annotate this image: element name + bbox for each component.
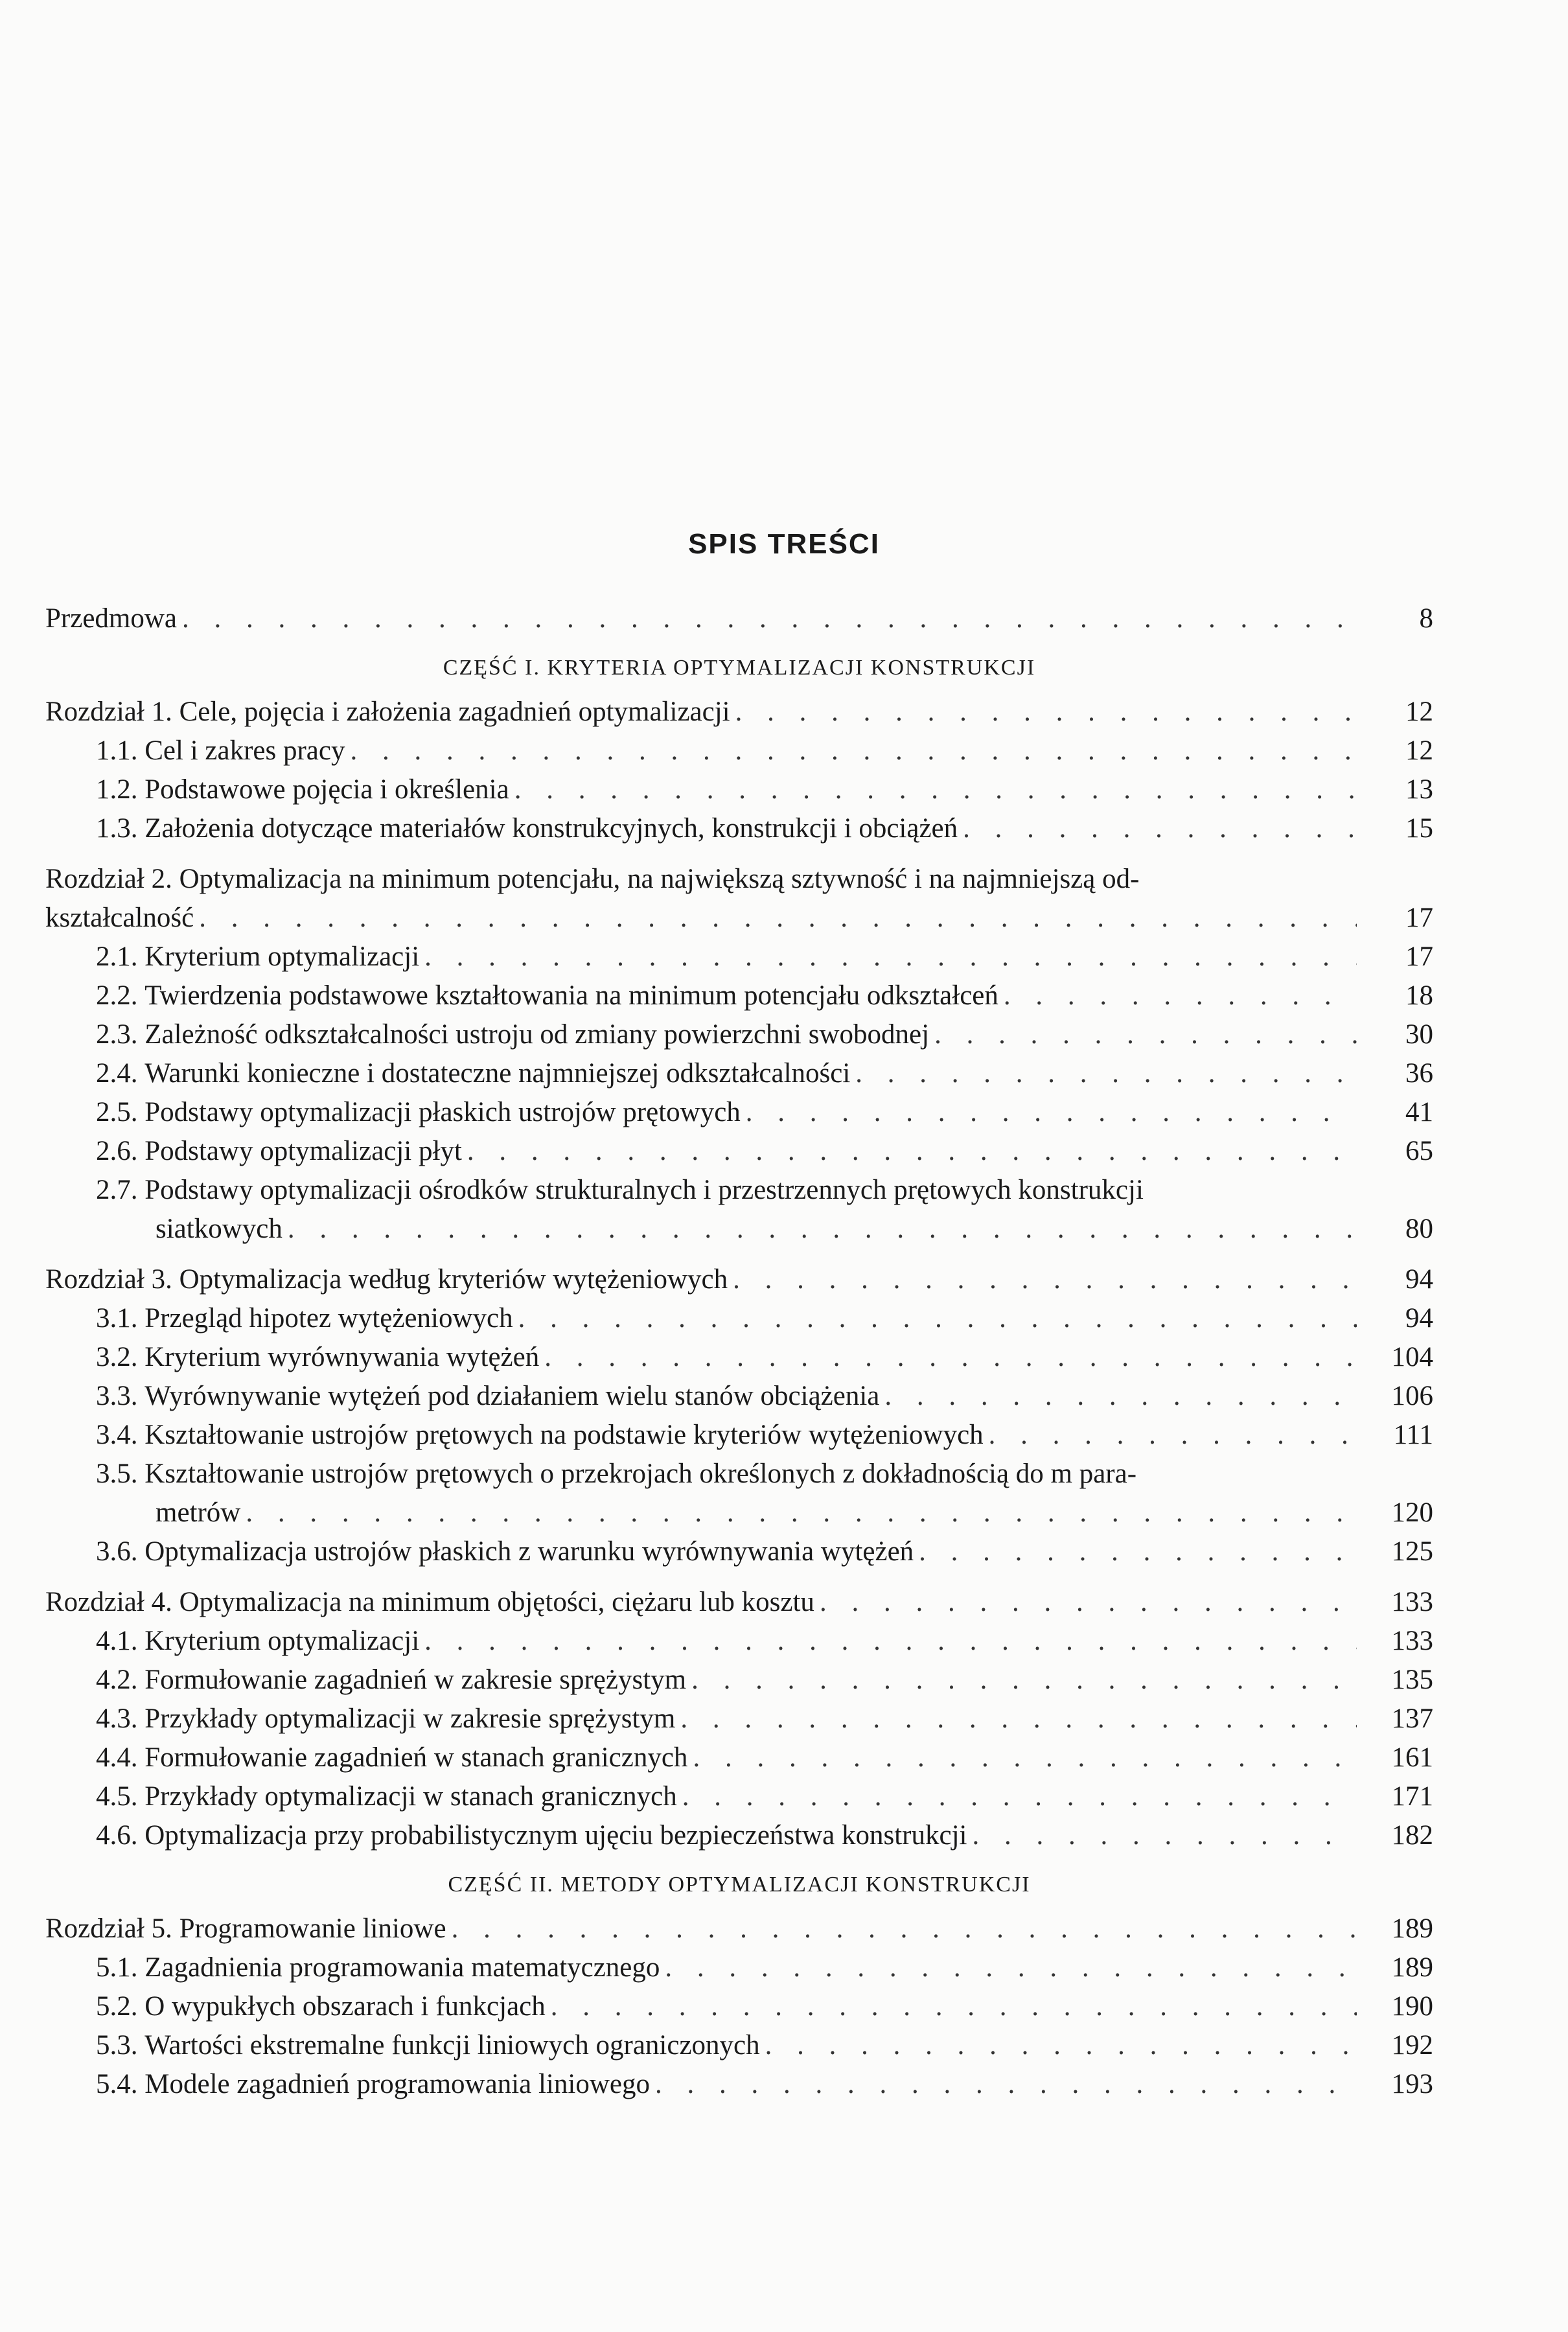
section-number: 5.2.: [96, 1991, 138, 2022]
entry-text: Podstawowe pojęcia i określenia: [144, 774, 509, 805]
leader-dots: [733, 1260, 1357, 1299]
toc-entry-chapter[interactable]: [45, 1910, 1433, 1948]
leader-dots: [518, 1299, 1357, 1338]
toc-entry-section[interactable]: [45, 1816, 1433, 1855]
leader-dots: [514, 770, 1357, 809]
toc-entry-section[interactable]: [45, 1622, 1433, 1661]
section-number: 3.4.: [96, 1420, 138, 1450]
toc-entry-section-line1[interactable]: [45, 1171, 1433, 1210]
section-number: 3.1.: [96, 1303, 138, 1333]
leader-dots: [467, 1132, 1357, 1171]
page-number: 125: [1391, 1536, 1433, 1567]
toc-entry-section[interactable]: [45, 1948, 1433, 1987]
page-number: 133: [1391, 1626, 1433, 1656]
entry-text: Przykłady optymalizacji w zakresie sprężystym: [144, 1703, 676, 1734]
leader-dots: [199, 899, 1357, 938]
entry-text: Zagadnienia programowania matematycznego: [144, 1952, 660, 1983]
page-number: 94: [1405, 1303, 1433, 1333]
toc-entry-section[interactable]: [45, 1700, 1433, 1738]
toc-entry-preface[interactable]: [45, 599, 1433, 638]
page-number: 41: [1405, 1097, 1433, 1127]
section-number: 2.6.: [96, 1136, 138, 1166]
page-number: 120: [1391, 1497, 1433, 1528]
entry-text: Podstawy optymalizacji płaskich ustrojów prętowych: [144, 1097, 741, 1127]
section-number: 2.4.: [96, 1058, 138, 1089]
toc-entry-section[interactable]: [45, 938, 1433, 976]
leader-dots: [424, 1622, 1357, 1661]
leader-dots: [680, 1700, 1357, 1738]
entry-text: Przedmowa: [45, 603, 177, 634]
leader-dots: [452, 1910, 1357, 1948]
toc-entry-section[interactable]: [45, 1661, 1433, 1700]
part-heading: CZĘŚĆ I. KRYTERIA OPTYMALIZACJI KONSTRUKCJI: [443, 656, 1036, 680]
toc-entry-section[interactable]: [45, 1054, 1433, 1093]
entry-text: Twierdzenia podstawowe kształtowania na minimum potencjału odkształceń: [144, 980, 998, 1011]
page-number: 106: [1391, 1381, 1433, 1411]
leader-dots: [989, 1416, 1357, 1455]
section-number: 5.3.: [96, 2030, 138, 2061]
entry-text: Założenia dotyczące materiałów konstrukcyjnych, konstrukcji i obciążeń: [144, 813, 958, 844]
toc-entry-section-line1[interactable]: [45, 1455, 1433, 1494]
toc-entry-section[interactable]: [45, 1777, 1433, 1816]
table-of-contents: [45, 599, 1433, 2104]
entry-text: Optymalizacja przy probabilistycznym ujęciu bezpieczeństwa konstrukcji: [144, 1820, 967, 1851]
page-number: 94: [1405, 1264, 1433, 1295]
page-number: 80: [1405, 1214, 1433, 1244]
entry-text: Optymalizacja ustrojów płaskich z warunku wyrównywania wytężeń: [144, 1536, 914, 1567]
leader-dots: [820, 1583, 1357, 1622]
leader-dots: [973, 1816, 1357, 1855]
entry-text: Podstawy optymalizacji ośrodków strukturalnych i przestrzennych prętowych konstrukcji: [144, 1175, 1144, 1205]
entry-text: Kryterium optymalizacji: [144, 941, 420, 972]
section-number: 4.2.: [96, 1665, 138, 1695]
leader-dots: [934, 1015, 1357, 1054]
section-number: 3.5.: [96, 1459, 138, 1489]
toc-entry-section[interactable]: [45, 1738, 1433, 1777]
entry-text: Formułowanie zagadnień w stanach granicznych: [144, 1742, 688, 1773]
toc-entry-chapter[interactable]: [45, 1583, 1433, 1622]
leader-dots: [963, 809, 1357, 848]
leader-dots: [551, 1987, 1357, 2026]
entry-text: O wypukłych obszarach i funkcjach: [144, 1991, 546, 2022]
leader-dots: [693, 1738, 1357, 1777]
page-number: 133: [1391, 1587, 1433, 1617]
page-number: 111: [1393, 1420, 1433, 1450]
entry-text: Rozdział 2. Optymalizacja na minimum potencjału, na największą sztywność i na najmniejszą od-: [45, 864, 1140, 894]
leader-dots: [884, 1377, 1357, 1416]
leader-dots: [735, 693, 1357, 732]
toc-entry-chapter-line2[interactable]: [45, 899, 1433, 938]
leader-dots: [424, 938, 1357, 976]
toc-entry-section[interactable]: [45, 1132, 1433, 1171]
page-number: 135: [1391, 1665, 1433, 1695]
section-number: 2.7.: [96, 1175, 138, 1205]
entry-text: siatkowych: [156, 1214, 282, 1244]
entry-text: Kryterium wyrównywania wytężeń: [144, 1342, 540, 1372]
page-number: 12: [1405, 697, 1433, 727]
toc-entry-chapter[interactable]: [45, 693, 1433, 732]
toc-entry-section[interactable]: [45, 2065, 1433, 2104]
entry-text: Zależność odkształcalności ustroju od zmiany powierzchni swobodnej: [144, 1019, 930, 1050]
page-number: 182: [1391, 1820, 1433, 1851]
leader-dots: [746, 1093, 1357, 1132]
toc-entry-section[interactable]: [45, 976, 1433, 1015]
leader-dots: [246, 1494, 1357, 1532]
section-number: 4.6.: [96, 1820, 138, 1851]
section-number: 3.3.: [96, 1381, 138, 1411]
page-number: 189: [1391, 1952, 1433, 1983]
page-number: 18: [1405, 980, 1433, 1011]
entry-text: Rozdział 3. Optymalizacja według kryteriów wytężeniowych: [45, 1264, 728, 1295]
leader-dots: [919, 1532, 1357, 1571]
entry-text: Przegląd hipotez wytężeniowych: [144, 1303, 513, 1333]
leader-dots: [544, 1338, 1357, 1377]
section-number: 3.2.: [96, 1342, 138, 1372]
toc-entry-section[interactable]: [45, 1532, 1433, 1571]
entry-text: Przykłady optymalizacji w stanach granicznych: [144, 1781, 677, 1812]
entry-text: Wartości ekstremalne funkcji liniowych ograniczonych: [144, 2030, 760, 2061]
section-number: 1.2.: [96, 774, 138, 805]
toc-entry-section[interactable]: [45, 1987, 1433, 2026]
page-number: 192: [1391, 2030, 1433, 2061]
section-number: 2.1.: [96, 941, 138, 972]
entry-text: Kształtowanie ustrojów prętowych o przekrojach określonych z dokładnością do m para-: [144, 1459, 1137, 1489]
page-number: 17: [1405, 941, 1433, 972]
section-number: 4.5.: [96, 1781, 138, 1812]
entry-text: kształcalność: [45, 903, 194, 933]
page-number: 137: [1391, 1703, 1433, 1734]
leader-dots: [665, 1948, 1357, 1987]
section-number: 5.1.: [96, 1952, 138, 1983]
page-number: 104: [1391, 1342, 1433, 1372]
page-number: 15: [1405, 813, 1433, 844]
leader-dots: [655, 2065, 1357, 2104]
section-number: 2.3.: [96, 1019, 138, 1050]
part-heading: CZĘŚĆ II. METODY OPTYMALIZACJI KONSTRUKCJI: [448, 1873, 1031, 1897]
entry-text: metrów: [156, 1497, 241, 1528]
section-number: 2.5.: [96, 1097, 138, 1127]
toc-entry-section[interactable]: [45, 1416, 1433, 1455]
entry-text: Modele zagadnień programowania liniowego: [144, 2069, 650, 2099]
toc-entry-section[interactable]: [45, 1338, 1433, 1377]
toc-entry-section-line2[interactable]: [45, 1494, 1433, 1532]
toc-entry-section[interactable]: [45, 2026, 1433, 2065]
section-number: 4.4.: [96, 1742, 138, 1773]
entry-text: Cel i zakres pracy: [144, 735, 345, 766]
leader-dots: [350, 732, 1357, 770]
entry-text: Kształtowanie ustrojów prętowych na podstawie kryteriów wytężeniowych: [144, 1420, 984, 1450]
toc-entry-section[interactable]: [45, 1377, 1433, 1416]
page-number: 65: [1405, 1136, 1433, 1166]
section-number: 4.1.: [96, 1626, 138, 1656]
leader-dots: [855, 1054, 1357, 1093]
page-number: 17: [1405, 903, 1433, 933]
section-number: 1.3.: [96, 813, 138, 844]
page-number: 161: [1391, 1742, 1433, 1773]
page-number: 189: [1391, 1913, 1433, 1944]
page-number: 30: [1405, 1019, 1433, 1050]
toc-entry-section[interactable]: [45, 1093, 1433, 1132]
entry-text: Kryterium optymalizacji: [144, 1626, 420, 1656]
page-number: 12: [1405, 735, 1433, 766]
page-title: SPIS TREŚCI: [688, 528, 880, 560]
page-number: 193: [1391, 2069, 1433, 2099]
toc-entry-chapter-line1[interactable]: [45, 860, 1433, 899]
section-number: 2.2.: [96, 980, 138, 1011]
toc-entry-section-line2[interactable]: [45, 1210, 1433, 1249]
entry-text: Rozdział 4. Optymalizacja na minimum objętości, ciężaru lub kosztu: [45, 1587, 814, 1617]
page-number: 8: [1419, 603, 1433, 634]
toc-entry-section[interactable]: [45, 809, 1433, 848]
entry-text: Podstawy optymalizacji płyt: [144, 1136, 462, 1166]
entry-text: Wyrównywanie wytężeń pod działaniem wielu stanów obciążenia: [144, 1381, 880, 1411]
leader-dots: [182, 599, 1357, 638]
leader-dots: [1004, 976, 1357, 1015]
entry-text: Warunki konieczne i dostateczne najmniejszej odkształcalności: [144, 1058, 851, 1089]
entry-text: Formułowanie zagadnień w zakresie sprężystym: [144, 1665, 687, 1695]
section-number: 3.6.: [96, 1536, 138, 1567]
toc-entry-section[interactable]: [45, 1015, 1433, 1054]
section-number: 1.1.: [96, 735, 138, 766]
page-number: 36: [1405, 1058, 1433, 1089]
leader-dots: [691, 1661, 1357, 1700]
leader-dots: [682, 1777, 1357, 1816]
toc-entry-section[interactable]: [45, 732, 1433, 770]
toc-entry-section[interactable]: [45, 1299, 1433, 1338]
toc-entry-chapter[interactable]: [45, 1260, 1433, 1299]
page-number: 13: [1405, 774, 1433, 805]
entry-text: Rozdział 5. Programowanie liniowe: [45, 1913, 446, 1944]
section-number: 5.4.: [96, 2069, 138, 2099]
page-number: 171: [1391, 1781, 1433, 1812]
toc-entry-section[interactable]: [45, 770, 1433, 809]
leader-dots: [765, 2026, 1357, 2065]
section-number: 4.3.: [96, 1703, 138, 1734]
leader-dots: [288, 1210, 1357, 1249]
entry-text: Rozdział 1. Cele, pojęcia i założenia zagadnień optymalizacji: [45, 697, 730, 727]
page-number: 190: [1391, 1991, 1433, 2022]
